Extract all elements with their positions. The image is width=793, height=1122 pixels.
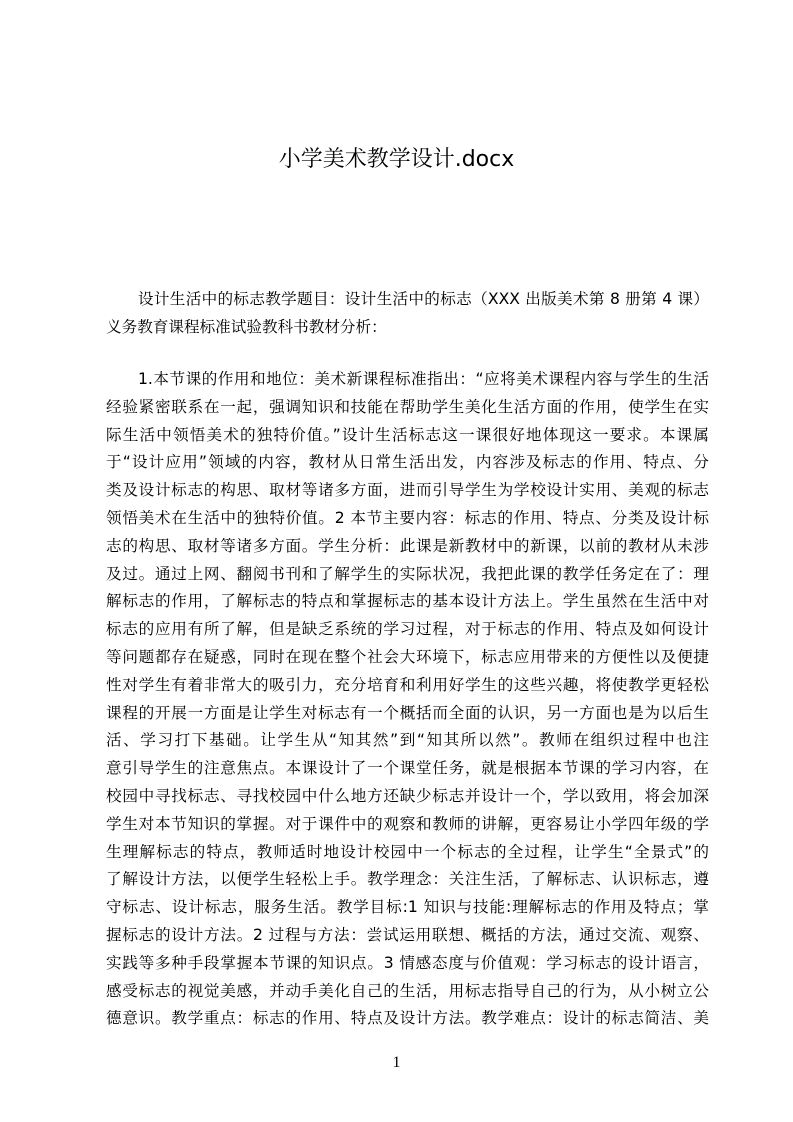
text-line: 意引导学生的注意焦点。本课设计了一个课堂任务，就是根据本节课的学习内容，在 [106,759,709,778]
text-line: 标志的应用有所了解，但是缺乏系统的学习过程，对于标志的作用、特点及如何设计 [106,620,709,639]
text-line: 活、学习打下基础。让学生从“知其然”到“知其所以然”。教师在组织过程中也注 [106,731,709,750]
text-line: 了解设计方法，以便学生轻松上手。教学理念：关注生活，了解标志、认识标志，遵 [106,870,709,889]
text-line: 感受标志的视觉美感，并动手美化自己的生活，用标志指导自己的行为，从小树立公 [106,981,709,1000]
text-line: 德意识。教学重点：标志的作用、特点及设计方法。教学难点：设计的标志简洁、美 [106,1009,709,1028]
text-line: 解标志的作用，了解标志的特点和掌握标志的基本设计方法上。学生虽然在生活中对 [106,592,709,611]
text-line: 实践等多种手段掌握本节课的知识点。3 情感态度与价值观：学习标志的设计语言， [106,953,709,972]
text-line: 设计生活中的标志教学题目：设计生活中的标志（XXX 出版美术第 8 册第 4 课） [138,290,709,308]
paragraph-analysis [106,366,709,1033]
text-line: 守标志、设计标志，服务生活。教学目标:1 知识与技能:理解标志的作用及特点；掌 [106,898,709,917]
text-line: 义务教育课程标准试验教科书教材分析： [106,317,387,336]
text-line: 际生活中领悟美术的独特价值。”设计生活标志这一课很好地体现这一要求。本课属 [106,425,709,444]
text-line: 1.本节课的作用和地位：美术新课程标准指出：“应将美术课程内容与学生的生活 [138,370,709,388]
text-line: 校园中寻找标志、寻找校园中什么地方还缺少标志并设计一个，学以致用，将会加深 [106,786,709,805]
text-line: 生理解标志的特点，教师适时地设计校园中一个标志的全过程，让学生“全景式”的 [106,842,709,861]
paragraph-intro [106,286,709,342]
text-line: 类及设计标志的构思、取材等诸多方面，进而引导学生为学校设计实用、美观的标志 [106,481,709,500]
text-line: 学生对本节知识的掌握。对于课件中的观察和教师的讲解，更容易让小学四年级的学 [106,814,709,833]
text-line: 于“设计应用”领域的内容，教材从日常生活出发，内容涉及标志的作用、特点、分 [106,453,709,472]
text-line: 领悟美术在生活中的独特价值。2 本节主要内容：标志的作用、特点、分类及设计标 [106,508,709,527]
text-line: 志的构思、取材等诸多方面。学生分析：此课是新教材中的新课，以前的教材从未涉 [106,536,709,555]
text-line: 性对学生有着非常大的吸引力，充分培育和利用好学生的这些兴趣，将使教学更轻松 [106,675,709,694]
document-title: 小学美术教学设计.docx [278,147,515,172]
text-line: 等问题都存在疑惑，同时在现在整个社会大环境下，标志应用带来的方便性以及便捷 [106,647,709,666]
text-line: 及过。通过上网、翻阅书刊和了解学生的实际状况，我把此课的教学任务定在了：理 [106,564,709,583]
text-line: 经验紧密联系在一起，强调知识和技能在帮助学生美化生活方面的作用，使学生在实 [106,397,709,416]
text-line: 课程的开展一方面是让学生对标志有一个概括而全面的认识，另一方面也是为以后生 [106,703,709,722]
text-line: 握标志的设计方法。2 过程与方法：尝试运用联想、概括的方法，通过交流、观察、 [106,925,709,944]
page-number: 1 [392,1054,401,1071]
